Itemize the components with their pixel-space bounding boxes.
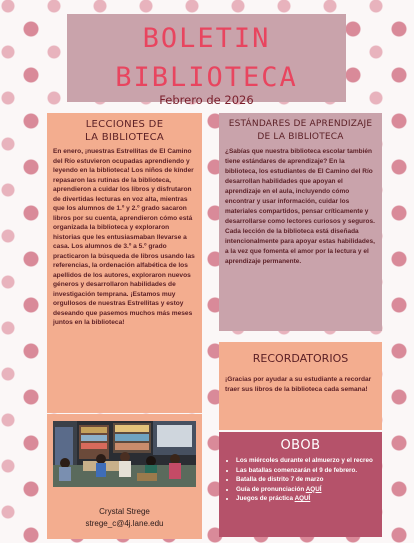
lecciones-heading: LECCIONES DE LA BIBLIOTECA (84, 119, 165, 143)
obob-item: • Batalla de distrito 7 de marzo (236, 475, 376, 485)
librarian-email[interactable]: strege_c@4j.lane.edu (85, 519, 164, 528)
obob-item: • Los miércoles durante el almuerzo y el recreo (236, 456, 376, 466)
library-classroom-photo (53, 421, 196, 487)
pronunciation-guide-link[interactable]: AQUÍ (305, 485, 322, 493)
obob-item: • Juegos de práctica AQUÍ (236, 494, 376, 504)
recordatorios-heading: RECORDATORIOS (252, 352, 349, 365)
classroom-illustration (53, 421, 196, 487)
estandares-heading: ESTÁNDARES DE APRENDIZAJE DE LA BIBLIOTECA (228, 119, 373, 142)
newsletter-title-line2: BIBLIOTECA (115, 62, 298, 93)
contact-card (47, 414, 202, 539)
newsletter-header (67, 14, 346, 107)
newsletter-date: Febrero de 2026 (159, 93, 254, 107)
obob-item: • Las batallas comenzarán el 9 de febrero. (236, 466, 376, 476)
obob-section (219, 432, 382, 537)
recordatorios-body: ¡Gracias por ayudar a su estudiante a recordar traer sus libros de la biblioteca cada semana! (225, 376, 372, 393)
estandares-section (219, 113, 382, 331)
practice-games-link[interactable]: AQUÍ (294, 495, 311, 502)
lecciones-body: En enero, ¡nuestras Estrellitas de El Camino del Río estuvieron ocupadas aprendiendo y leyendo en la biblioteca! Los niños de kínder repasaron las rutinas de la biblioteca, aprendieron a cuidar los libros y disfrutaron de divertidas lecturas en voz alta, mientras que los alumnos de 1.º y 2.º grado sacaron libros por su cuenta, aprendieron cómo está organizada la biblioteca y exploraron historias que les entusiasmaban llevarse a casa. Los alumnos de 3.º a 5.º grado practicaron la búsqueda de libros usando las referencias, la ordenación alfabética de los apellidos de los autores, exploraron nuevos géneros y desarrollaron habilidades de investigación temprana. ¡Estamos muy orgullosos de nuestras Estrellitas y estoy deseando que pasemos muchos más meses juntos en la biblioteca! (53, 148, 195, 326)
obob-heading: OBOB (280, 438, 321, 453)
lecciones-section (47, 113, 202, 413)
obob-item: • Guía de pronunciación AQUÍ (236, 485, 376, 495)
contact-caption (47, 506, 202, 530)
librarian-name: Crystal Strege (99, 507, 150, 516)
recordatorios-section (219, 342, 382, 430)
estandares-body: ¿Sabías que nuestra biblioteca escolar también tiene estándares de aprendizaje? En la biblioteca, los estudiantes de El Camino del Río desarrollan habilidades que apoyan el aprendizaje en el aula, incluyendo cómo encontrar y usar información, cuidar los materiales compartidos, pensar críticamente y desarrollarse como lectores curiosos y seguros. Cada lección de la biblioteca está diseñada intencionalmente para apoyar estas habilidades, a la vez que fomenta el amor por la lectura y el aprendizaje permanente. (225, 148, 375, 265)
newsletter-title-line1: BOLETIN (142, 23, 271, 54)
obob-list (225, 456, 376, 504)
